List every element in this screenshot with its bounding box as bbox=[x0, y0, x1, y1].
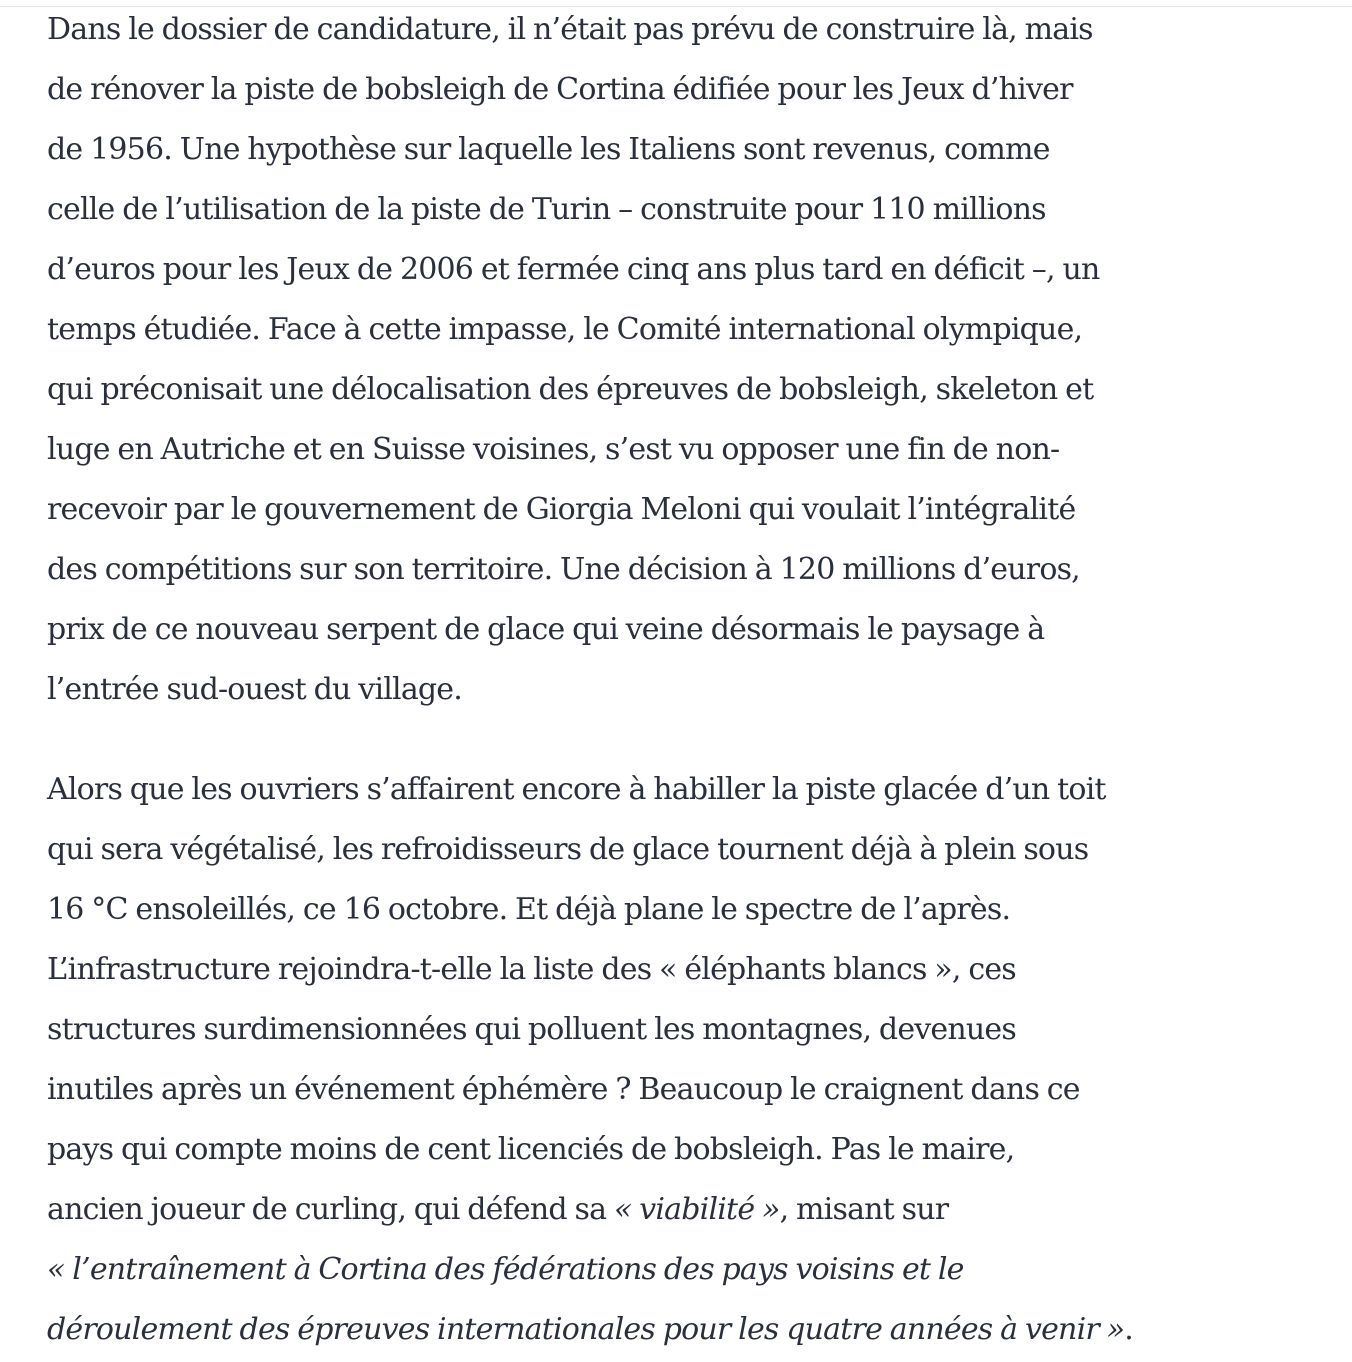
text-line: luge en Autriche et en Suisse voisines, s’est vu opposer une fin de non- bbox=[47, 432, 1060, 467]
text-line: des compétitions sur son territoire. Une décision à 120 millions d’euros, bbox=[47, 552, 1080, 587]
article-body bbox=[47, 0, 1309, 1360]
article-paragraph-1 bbox=[47, 0, 1309, 720]
text-line: 16 °C ensoleillés, ce 16 octobre. Et déjà plane le spectre de l’après. bbox=[47, 892, 1011, 927]
text-segment: ancien joueur de curling, qui défend sa bbox=[47, 1192, 614, 1227]
text-line: L’infrastructure rejoindra-t-elle la liste des « éléphants blancs », ces bbox=[47, 952, 1016, 987]
text-line: de rénover la piste de bobsleigh de Cortina édifiée pour les Jeux d’hiver bbox=[47, 72, 1073, 107]
text-line: recevoir par le gouvernement de Giorgia Meloni qui voulait l’intégralité bbox=[47, 492, 1076, 527]
article-paragraph-2 bbox=[47, 760, 1309, 1360]
inline-quote: « viabilité » bbox=[613, 1192, 780, 1227]
text-line: temps étudiée. Face à cette impasse, le Comité international olympique, bbox=[47, 312, 1083, 347]
text-line: Alors que les ouvriers s’affairent encore à habiller la piste glacée d’un toit bbox=[47, 772, 1106, 807]
text-segment: , misant sur bbox=[779, 1192, 949, 1227]
text-line bbox=[47, 1300, 1309, 1360]
text-line: celle de l’utilisation de la piste de Turin – construite pour 110 millions bbox=[47, 192, 1046, 227]
text-line: structures surdimensionnées qui polluent les montagnes, devenues bbox=[47, 1012, 1016, 1047]
text-line: qui sera végétalisé, les refroidisseurs de glace tournent déjà à plein sous bbox=[47, 832, 1089, 867]
text-line: prix de ce nouveau serpent de glace qui veine désormais le paysage à bbox=[47, 612, 1045, 647]
text-line: de 1956. Une hypothèse sur laquelle les Italiens sont revenus, comme bbox=[47, 132, 1050, 167]
text-line bbox=[47, 1180, 1309, 1240]
block-quote-line: déroulement des épreuves internationales pour les quatre années à venir » bbox=[47, 1312, 1125, 1347]
block-quote-line: « l’entraînement à Cortina des fédérations des pays voisins et le bbox=[47, 1252, 964, 1287]
text-line: d’euros pour les Jeux de 2006 et fermée cinq ans plus tard en déficit –, un bbox=[47, 252, 1100, 287]
text-line bbox=[47, 1240, 1309, 1300]
final-period: . bbox=[1124, 1312, 1133, 1347]
text-line: l’entrée sud-ouest du village. bbox=[47, 672, 463, 707]
text-line: pays qui compte moins de cent licenciés de bobsleigh. Pas le maire, bbox=[47, 1132, 1015, 1167]
text-line: inutiles après un événement éphémère ? Beaucoup le craignent dans ce bbox=[47, 1072, 1080, 1107]
text-line: qui préconisait une délocalisation des épreuves de bobsleigh, skeleton et bbox=[47, 372, 1094, 407]
text-line: Dans le dossier de candidature, il n’était pas prévu de construire là, mais bbox=[47, 12, 1093, 47]
